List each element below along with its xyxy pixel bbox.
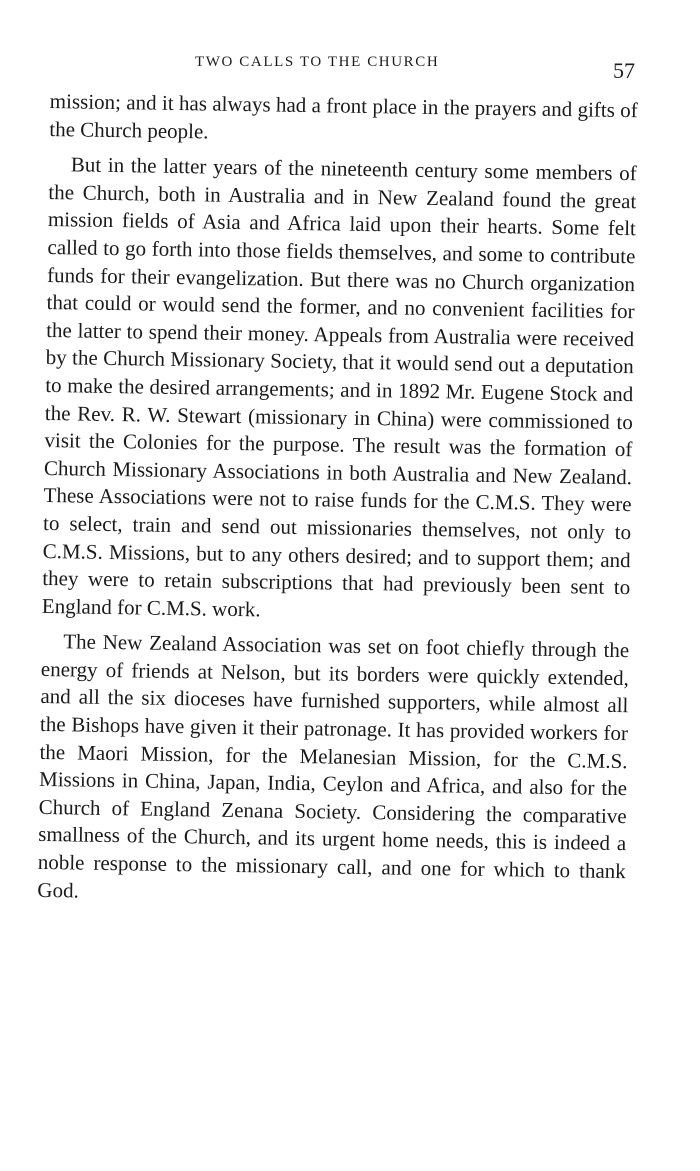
paragraph-new-zealand-association: The New Zealand Association was set on foot chiefly through the energy of friends at Nelson, but its borders were quickly extended, and all the six dioceses have furnished supporters, while almost all the Bishops have given it their patronage. It has provided workers for the Maori Mission, for the Melanesian Mission, for the C.M.S. Missions in China, Japan, India, Ceylon and Africa, and also for the Church of England Zenana Society. Considering the comparative smallness of the Church, and its urgent home needs, this is indeed a noble response to the missionary call, and one for which to thank God.: [37, 629, 630, 903]
paragraph-associations-formation: But in the latter years of the nineteenth century some members of the Church, both in Australia and in New Zealand found the great mission fields of Asia and Africa laid upon their hearts. Some felt called to go forth into those fields themselves, and some to contribute funds for their evangelization. But there was no Church organization that could or would send the former, and no convenient facilities for the latter to spend their money. Appeals from Australia were received by the Church Missionary Society, that it would send out a deputation to make the desired arrangements; and in 1892 Mr. Eugene Stock and the Rev. R. W. Stewart (missionary in China) were commissioned to visit the Colonies for the purpose. The result was the formation of Church Missionary Associations in both Australia and New Zealand. These Associations were not to raise funds for the C.M.S. They were to select, train and send out missionaries themselves, not only to C.M.S. Missions, but to any others desired; and to support them; and they were to retain subscriptions that had previously been sent to England for C.M.S. work.: [41, 152, 637, 622]
running-head-title: TWO CALLS TO THE CHURCH: [195, 54, 440, 70]
page-number: 57: [613, 58, 635, 83]
body-text: [37, 88, 638, 913]
paragraph-continuation: mission; and it has always had a front place in the prayers and gifts of the Church people.: [49, 88, 638, 144]
